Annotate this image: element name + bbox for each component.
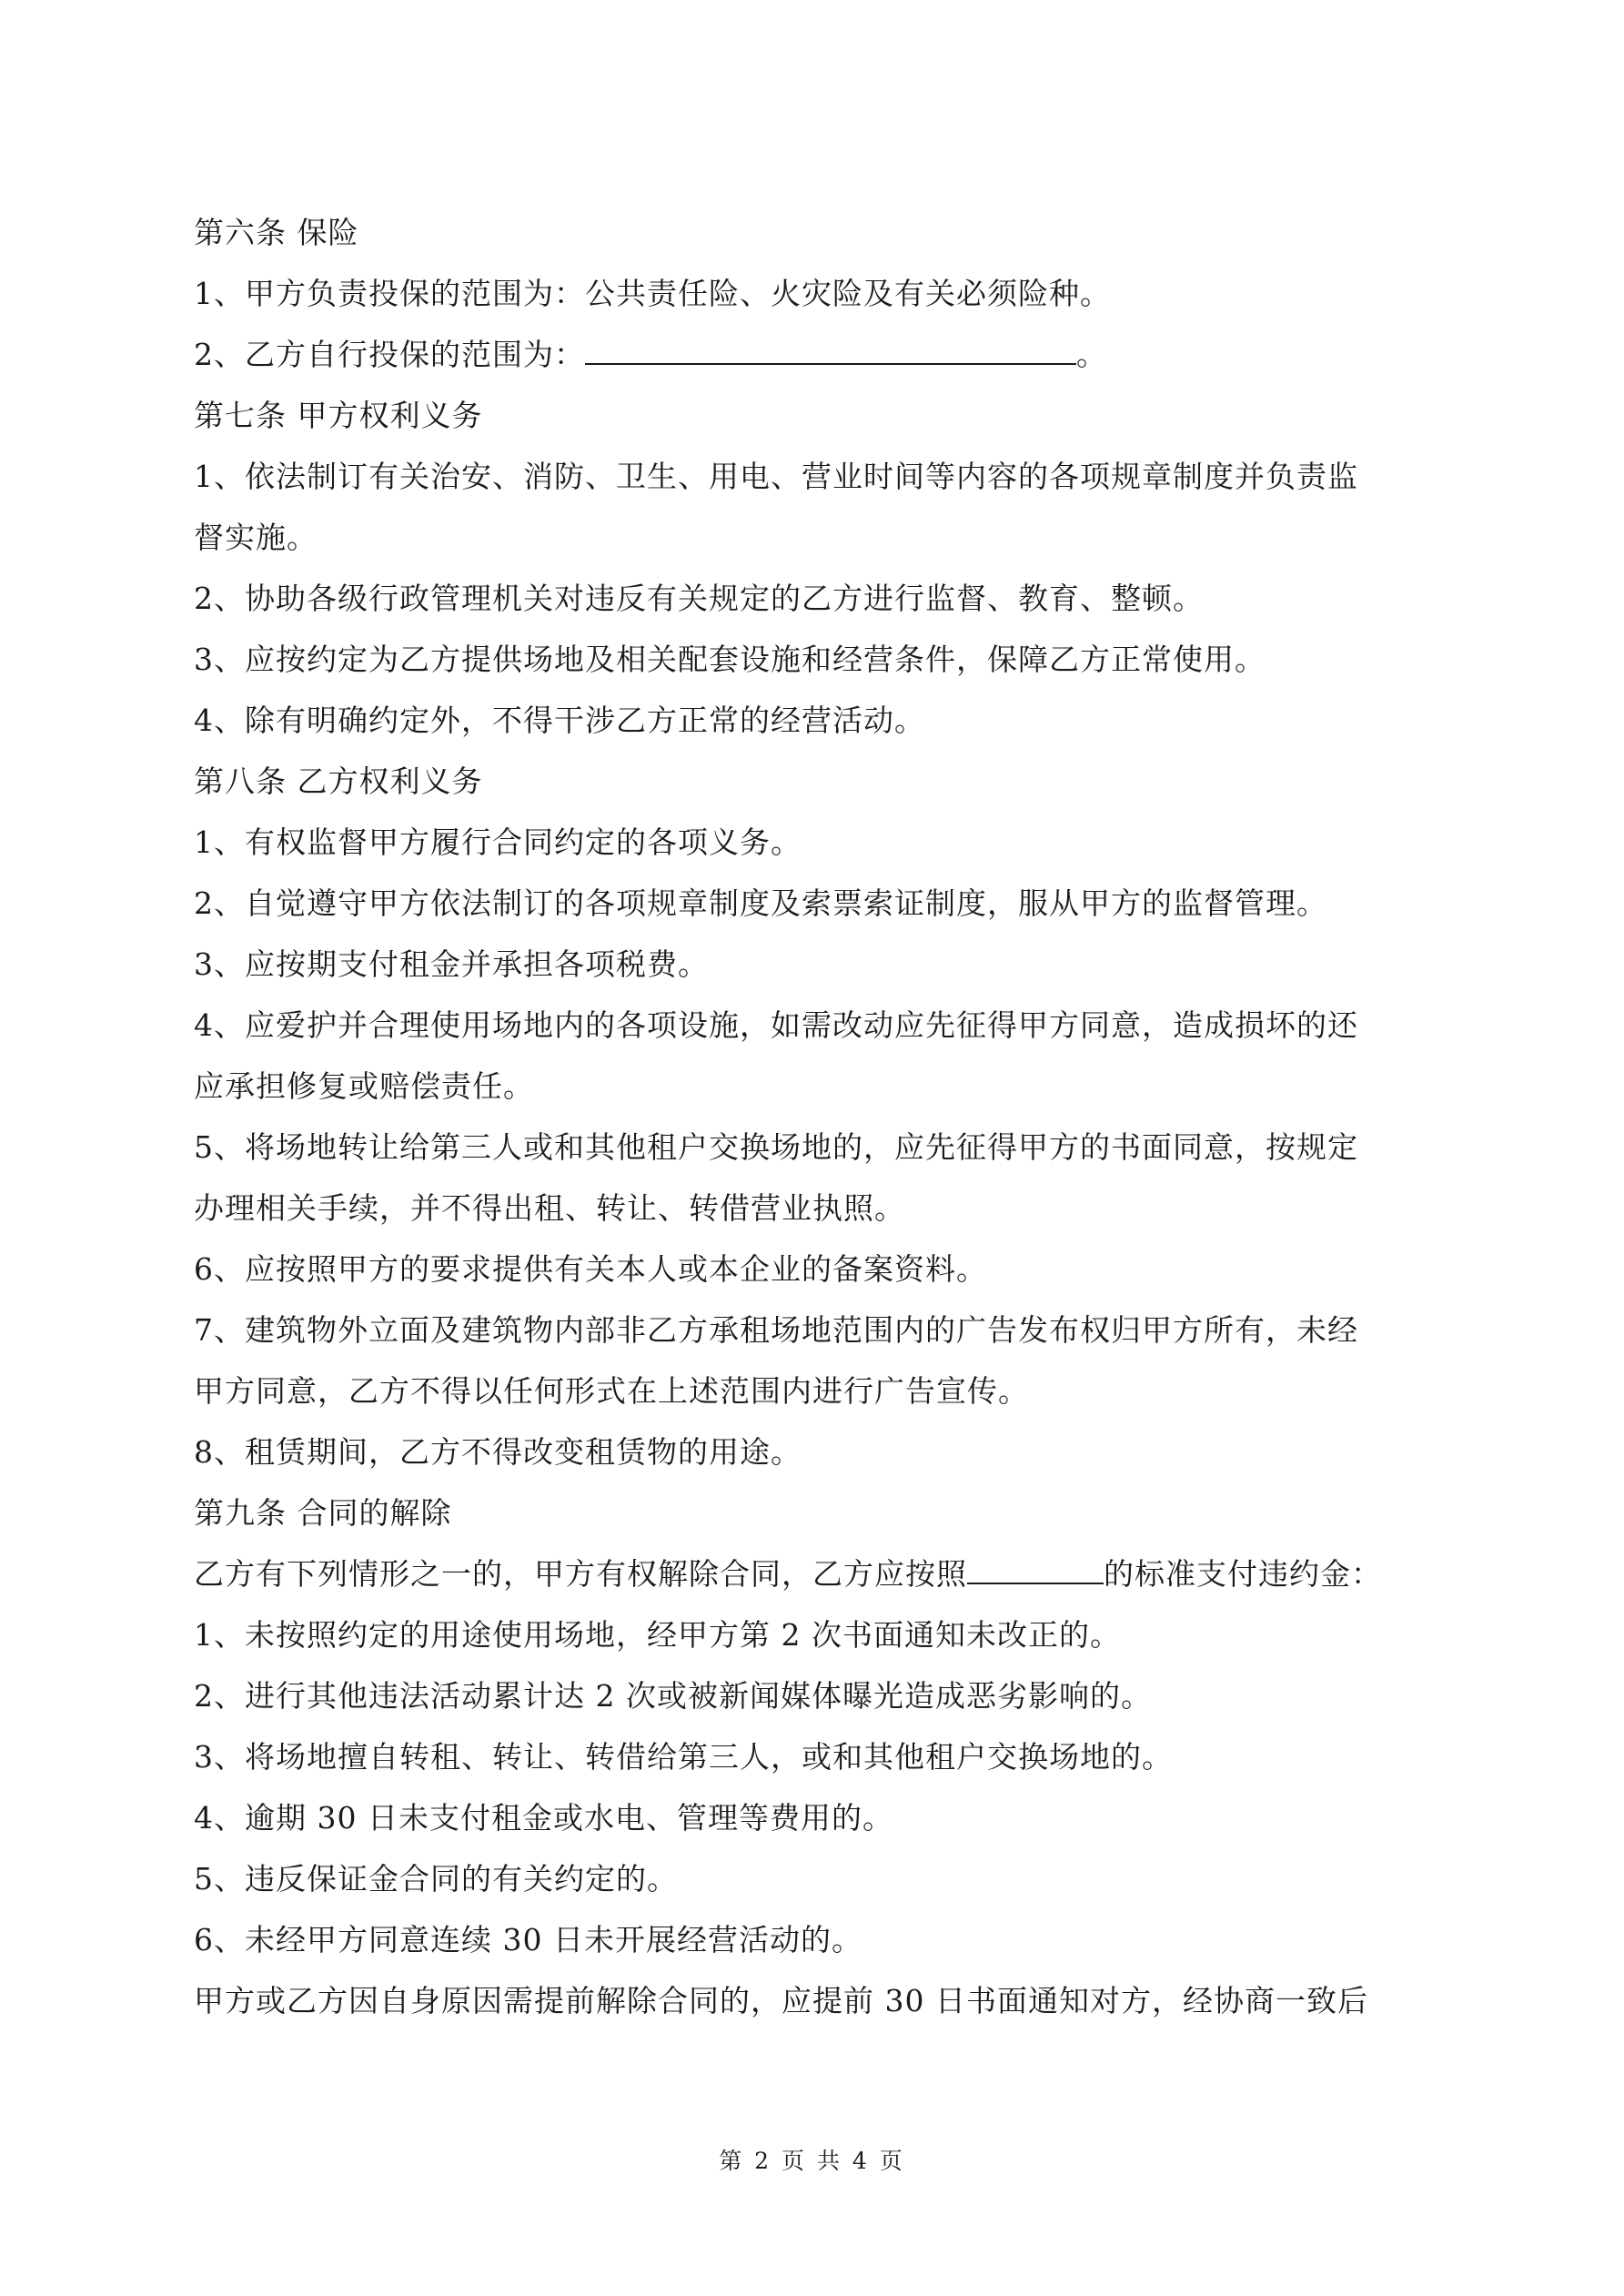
clause-text: 1、甲方负责投保的范围为：公共责任险、火灾险及有关必须险种。: [194, 276, 1111, 311]
clause-text: 5、违反保证金合同的有关约定的。: [194, 1861, 678, 1896]
clause-text: 办理相关手续，并不得出租、转让、转借营业执照。: [194, 1190, 905, 1226]
clause-text-with-blank: [194, 324, 1440, 385]
clause-text: 甲方同意，乙方不得以任何形式在上述范围内进行广告宣传。: [194, 1373, 1029, 1409]
section-heading-party-a-rights: 第七条 甲方权利义务: [194, 398, 483, 433]
clause-text: 1、依法制订有关治安、消防、卫生、用电、营业时间等内容的各项规章制度并负责监: [194, 459, 1358, 494]
fill-in-blank: [585, 334, 1076, 365]
section-heading-termination: 第九条 合同的解除: [194, 1495, 452, 1531]
document-body: [194, 202, 1440, 2031]
clause-text: 5、将场地转让给第三人或和其他租户交换场地的，应先征得甲方的书面同意，按规定: [194, 1129, 1358, 1165]
clause-text: 1、有权监督甲方履行合同约定的各项义务。: [194, 824, 802, 860]
clause-text: 4、逾期 30 日未支付租金或水电、管理等费用的。: [194, 1800, 893, 1836]
clause-text: 3、应按期支付租金并承担各项税费。: [194, 946, 709, 982]
clause-text: 6、应按照甲方的要求提供有关本人或本企业的备案资料。: [194, 1251, 987, 1287]
clause-text-with-blank: [194, 1543, 1440, 1604]
section-heading-insurance: 第六条 保险: [194, 215, 359, 250]
clause-text: 7、建筑物外立面及建筑物内部非乙方承租场地范围内的广告发布权归甲方所有，未经: [194, 1312, 1358, 1348]
clause-text: 。: [1076, 337, 1107, 372]
page-number-footer: 第 2 页 共 4 页: [719, 2148, 905, 2174]
clause-text: 2、自觉遵守甲方依法制订的各项规章制度及索票索证制度，服从甲方的监督管理。: [194, 885, 1327, 921]
clause-text: 2、乙方自行投保的范围为：: [194, 337, 585, 372]
clause-text: 2、进行其他违法活动累计达 2 次或被新闻媒体曝光造成恶劣影响的。: [194, 1678, 1152, 1714]
clause-text: 1、未按照约定的用途使用场地，经甲方第 2 次书面通知未改正的。: [194, 1617, 1121, 1653]
clause-text: 3、应按约定为乙方提供场地及相关配套设施和经营条件，保障乙方正常使用。: [194, 642, 1266, 677]
clause-text: 应承担修复或赔偿责任。: [194, 1068, 534, 1104]
clause-text: 4、除有明确约定外，不得干涉乙方正常的经营活动。: [194, 703, 925, 738]
clause-text: 的标准支付违约金：: [1104, 1556, 1382, 1592]
clause-text: 乙方有下列情形之一的，甲方有权解除合同，乙方应按照: [194, 1556, 967, 1592]
section-heading-party-b-rights: 第八条 乙方权利义务: [194, 764, 483, 799]
clause-text: 甲方或乙方因自身原因需提前解除合同的，应提前 30 日书面通知对方，经协商一致后: [194, 1983, 1368, 2018]
clause-text: 督实施。: [194, 520, 318, 555]
clause-text: 3、将场地擅自转租、转让、转借给第三人，或和其他租户交换场地的。: [194, 1739, 1173, 1775]
clause-text: 8、租赁期间，乙方不得改变租赁物的用途。: [194, 1434, 802, 1470]
clause-text: 6、未经甲方同意连续 30 日未开展经营活动的。: [194, 1922, 862, 1957]
clause-text: 4、应爱护并合理使用场地内的各项设施，如需改动应先征得甲方同意，造成损坏的还: [194, 1007, 1358, 1043]
clause-text: 2、协助各级行政管理机关对违反有关规定的乙方进行监督、教育、整顿。: [194, 581, 1204, 616]
fill-in-blank: [967, 1553, 1104, 1584]
